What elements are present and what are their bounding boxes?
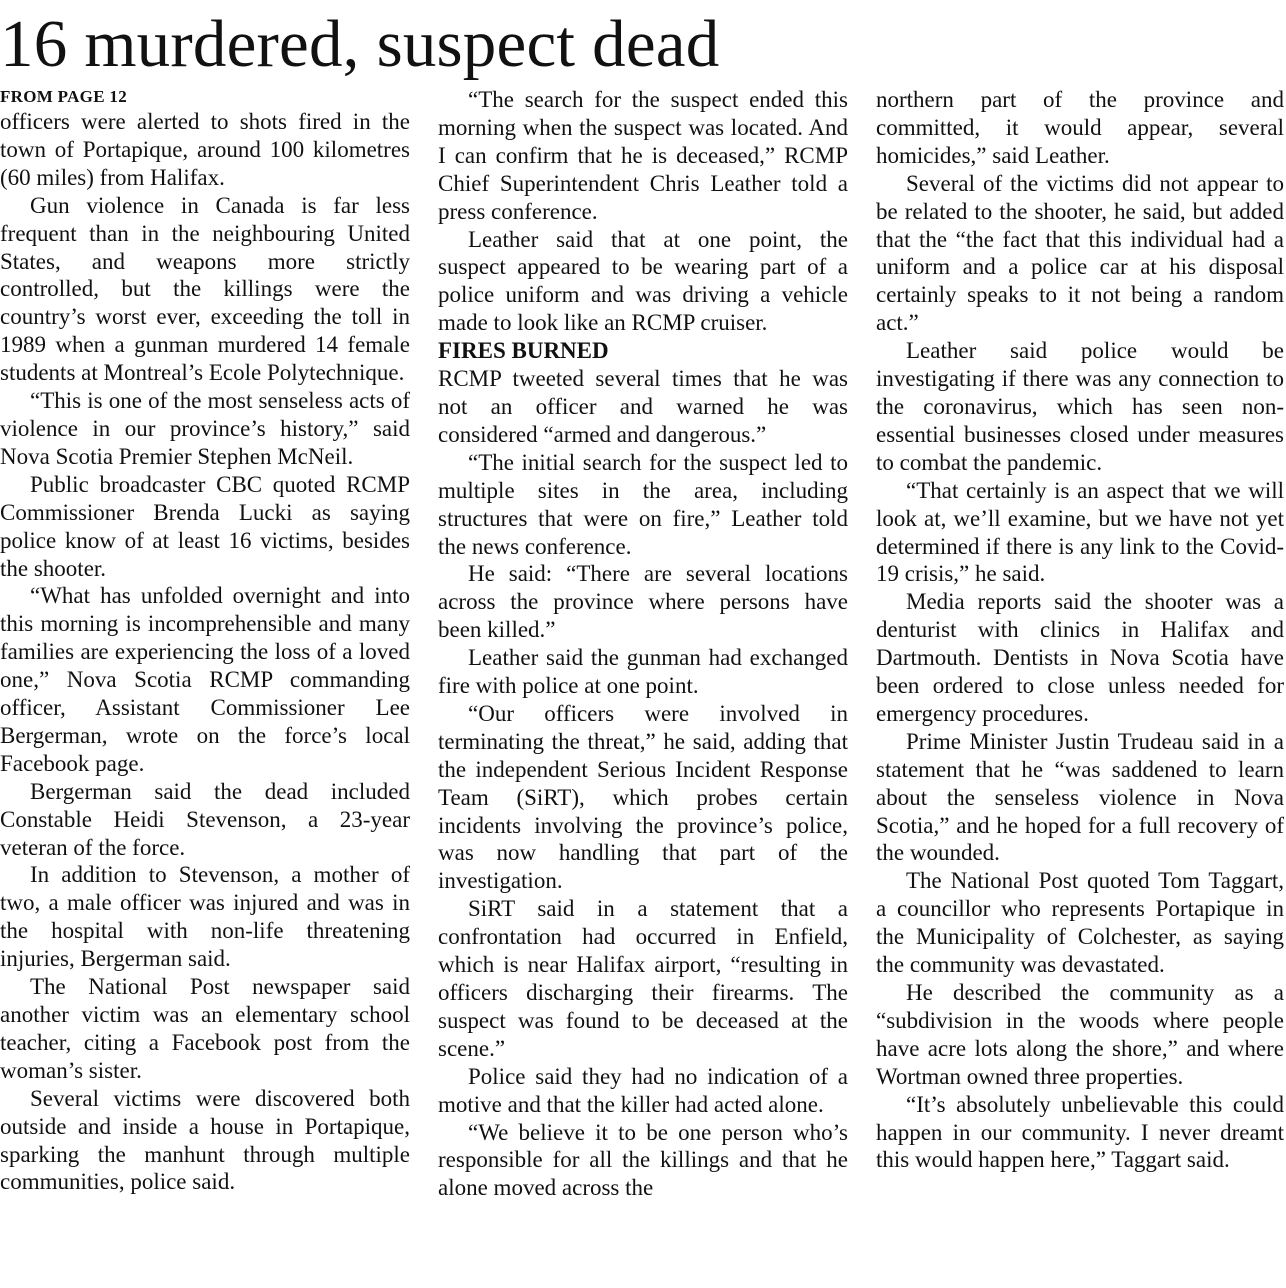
paragraph: “This is one of the most senseless acts of violence in our province’s history,” said Nova Scotia Premier Stephen McNeil.	[0, 388, 410, 469]
paragraph: Leather said the gunman had exchanged fire with police at one point.	[438, 645, 848, 699]
paragraph: northern part of the province and committed, it would appear, several homicides,” said Leather.	[876, 87, 1284, 168]
subhead-fires-burned: FIRES BURNED	[438, 338, 609, 364]
paragraph: He described the community as a “subdivision in the woods where people have acre lots along the shore,” and where Wortman owned three properties.	[876, 980, 1284, 1089]
kicker-from-page: FROM PAGE 12	[0, 87, 127, 106]
paragraph: “We believe it to be one person who’s responsible for all the killings and that he alone moved across the	[438, 1119, 848, 1201]
paragraph: officers were alerted to shots fired in the town of Portapique, around 100 kilometres (60 miles) from Halifax.	[0, 109, 410, 190]
paragraph: Media reports said the shooter was a denturist with clinics in Halifax and Dartmouth. Dentists in Nova Scotia have been ordered to close unless needed for emergency procedures.	[876, 589, 1284, 726]
article-column-2	[438, 86, 848, 1202]
paragraph: Bergerman said the dead included Constable Heidi Stevenson, a 23-year veteran of the force.	[0, 778, 410, 860]
paragraph: The National Post quoted Tom Taggart, a councillor who represents Portapique in the Municipality of Colchester, as saying the community was devastated.	[876, 868, 1284, 978]
paragraph: SiRT said in a statement that a confrontation had occurred in Enfield, which is near Halifax airport, “resulting in officers discharging their firearms. The suspect was found to be deceased at the scene.”	[438, 896, 848, 1061]
paragraph: “Our officers were involved in terminating the threat,” he said, adding that the independent Serious Incident Response Team (SiRT), which probes certain incidents involving the province’s police, was now handling that part of the investigation.	[438, 700, 848, 894]
article-column-3	[876, 86, 1284, 1174]
paragraph: Leather said police would be investigating if there was any connection to the coronavirus, which has seen non-essential businesses closed under measures to combat the pandemic.	[876, 338, 1284, 475]
article-column-1	[0, 86, 410, 1196]
paragraph: “What has unfolded overnight and into this morning is incomprehensible and many families are experiencing the loss of a loved one,” Nova Scotia RCMP commanding officer, Assistant Commissioner Lee Bergerman, wrote on the force’s local Facebook page.	[0, 583, 410, 776]
paragraph: Gun violence in Canada is far less frequent than in the neighbouring United States, and weapons more strictly controlled, but the killings were the country’s worst ever, exceeding the toll in 1989 when a gunman murdered 14 female students at Montreal’s Ecole Polytechnique.	[0, 192, 410, 386]
paragraph: Leather said that at one point, the suspect appeared to be wearing part of a police uniform and was driving a vehicle made to look like an RCMP cruiser.	[438, 226, 848, 336]
headline: 16 murdered, suspect dead	[0, 7, 720, 81]
paragraph: Several of the victims did not appear to be related to the shooter, he said, but added that the “the fact that this individual had a uniform and a police car at his disposal certainly speaks to it not being a random act.”	[876, 170, 1284, 336]
paragraph: Public broadcaster CBC quoted RCMP Commissioner Brenda Lucki as saying police know of at least 16 victims, besides the shooter.	[0, 471, 410, 581]
paragraph: “The initial search for the suspect led to multiple sites in the area, including structures that were on fire,” Leather told the news conference.	[438, 449, 848, 559]
paragraph: The National Post newspaper said another victim was an elementary school teacher, citing a Facebook post from the woman’s sister.	[0, 974, 410, 1083]
paragraph: Prime Minister Justin Trudeau said in a statement that he “was saddened to learn about the senseless violence in Nova Scotia,” and he hoped for a full recovery of the wounded.	[876, 728, 1284, 866]
paragraph: In addition to Stevenson, a mother of two, a male officer was injured and was in the hospital with non-life threatening injuries, Bergerman said.	[0, 862, 410, 972]
paragraph: RCMP tweeted several times that he was not an officer and warned he was considered “armed and dangerous.”	[438, 366, 848, 447]
paragraph: “The search for the suspect ended this morning when the suspect was located. And I can confirm that he is deceased,” RCMP Chief Superintendent Chris Leather told a press conference.	[438, 87, 848, 224]
paragraph: “It’s absolutely unbelievable this could happen in our community. I never dreamt this would happen here,” Taggart said.	[876, 1091, 1284, 1173]
paragraph: Several victims were discovered both outside and inside a house in Portapique, sparking the manhunt through multiple communities, police said.	[0, 1085, 410, 1195]
paragraph: Police said they had no indication of a motive and that the killer had acted alone.	[438, 1063, 848, 1117]
paragraph: “That certainly is an aspect that we will look at, we’ll examine, but we have not yet determined if there is any link to the Covid-19 crisis,” he said.	[876, 477, 1284, 587]
paragraph: He said: “There are several locations across the province where persons have been killed.”	[438, 561, 848, 643]
